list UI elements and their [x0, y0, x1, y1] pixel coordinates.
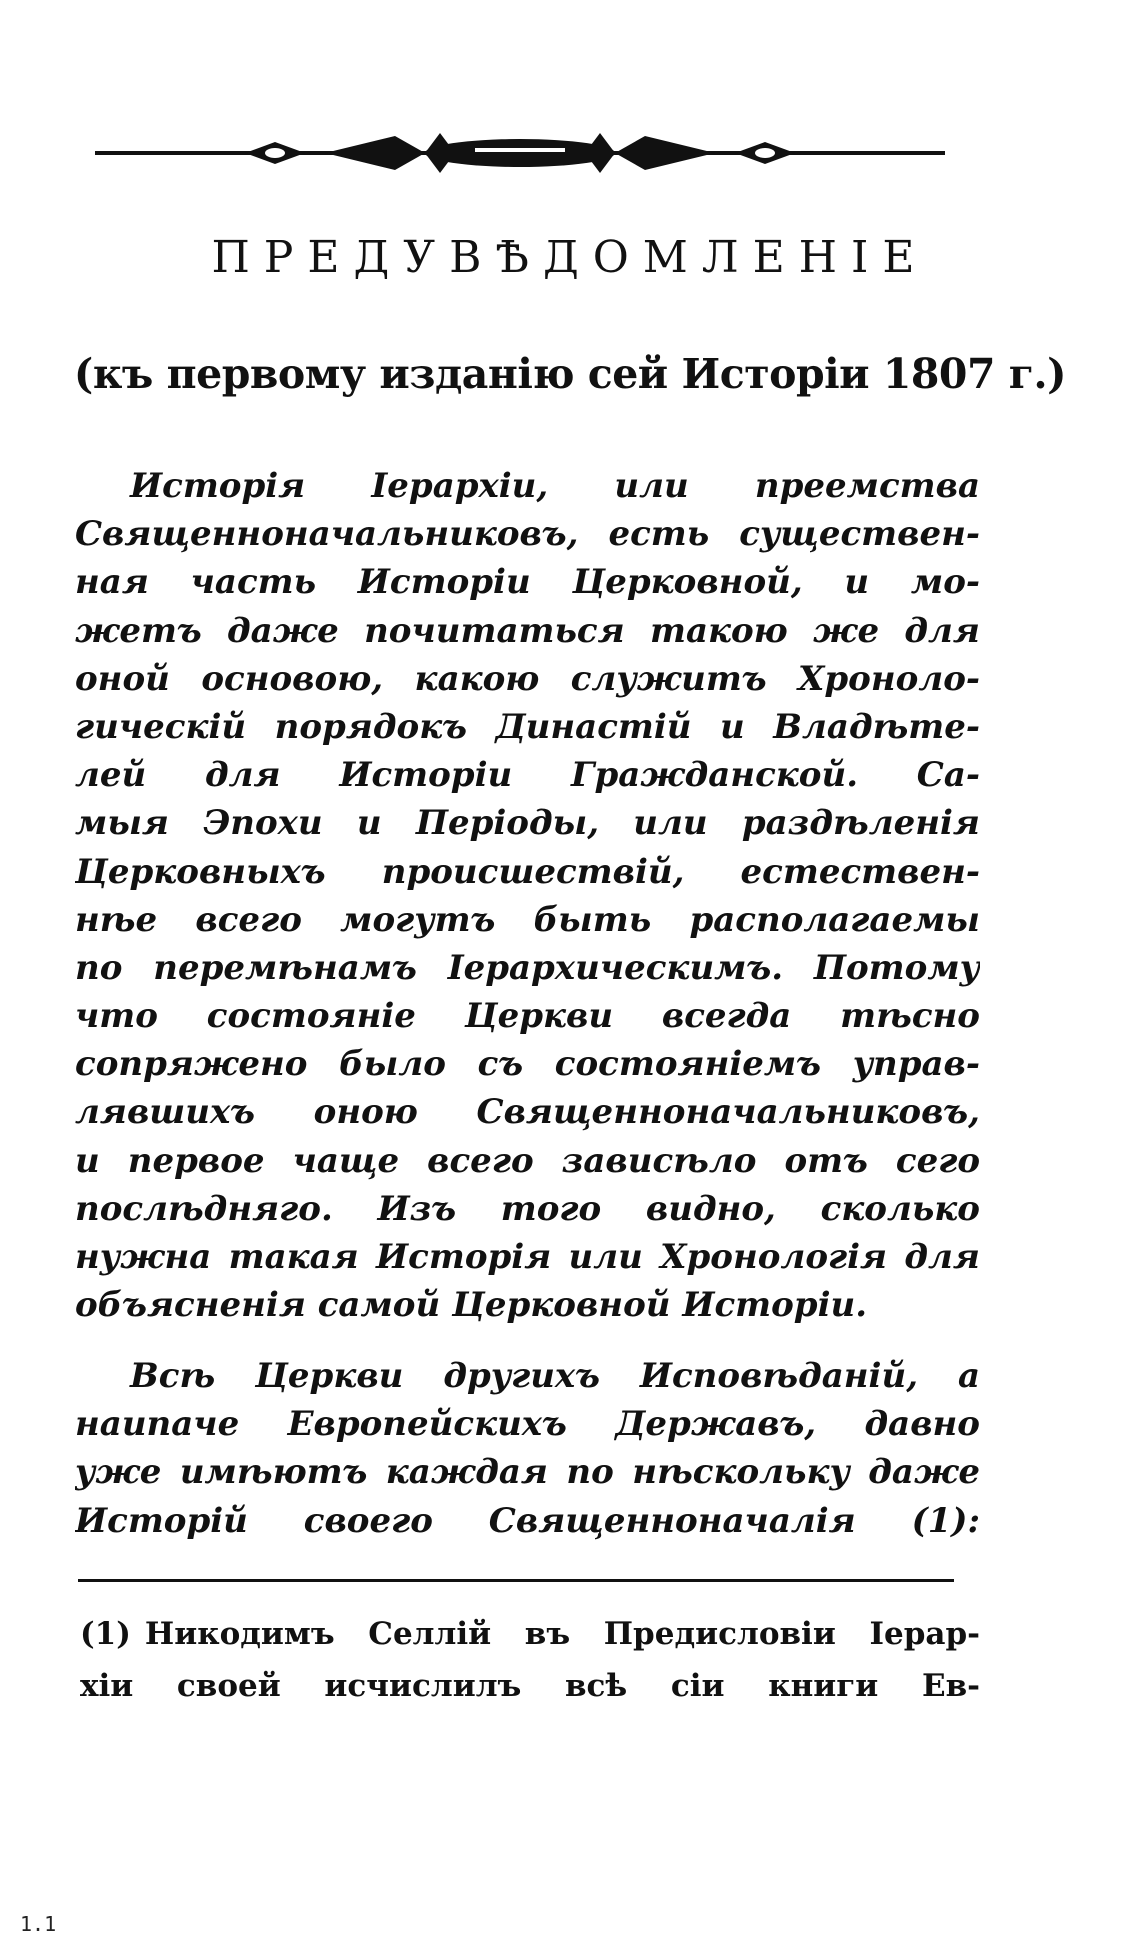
text-line: Всѣ Церкви другихъ Исповѣданій, а — [130, 1356, 980, 1396]
text-line: наипаче Европейскихъ Державъ, давно — [75, 1404, 980, 1445]
footnote-text: Никодимъ Селлій въ Предисловіи Іерар- — [144, 1616, 980, 1652]
text-line: жетъ даже почитаться такою же для — [75, 610, 980, 651]
text-line: что состояніе Церкви всегда тѣсно — [75, 996, 980, 1037]
text-line: послѣдняго. Изъ того видно, сколько — [75, 1188, 980, 1229]
text-line: нѣе всего могутъ быть располагаемы — [75, 899, 980, 940]
text-line: ная часть Исторіи Церковной, и мо- — [75, 562, 980, 603]
text-line: Исторій своего Священноначалія (1): — [75, 1500, 980, 1541]
paragraph-1 — [75, 462, 980, 1329]
text-line: и первое чаще всего зависѣло отъ сего — [75, 1140, 980, 1181]
text-line: объясненія самой Церковной Исторіи. — [75, 1285, 868, 1326]
text-line: оной основою, какою служитъ Хроноло- — [75, 658, 980, 699]
paragraph-2 — [75, 1352, 980, 1545]
footnote — [80, 1608, 980, 1712]
ornament-divider — [95, 128, 945, 178]
text-line: по перемѣнамъ Іерархическимъ. Потому — [75, 947, 980, 988]
footnote-line — [80, 1608, 980, 1660]
text-line: Церковныхъ происшествій, естествен- — [75, 851, 980, 892]
text-line: лей для Исторіи Гражданской. Са- — [75, 755, 980, 796]
text-line: сопряжено было съ состояніемъ управ- — [75, 1044, 980, 1085]
text-line: Священноначальниковъ, есть существен- — [75, 514, 980, 555]
text-line: нужна такая Исторія или Хронологія для — [75, 1237, 980, 1277]
footnote-mark: (1) — [80, 1616, 131, 1652]
page-title: ПРЕДУВѢДОМЛЕНІЕ — [211, 232, 929, 283]
text-line: гическій порядокъ Династій и Владѣте- — [75, 706, 980, 747]
text-line: лявшихъ оною Священноначальниковъ, — [75, 1092, 980, 1133]
page-subtitle: (къ первому изданію сей Исторіи 1807 г.) — [73, 350, 1067, 398]
text-line: уже имѣютъ каждая по нѣскольку даже — [75, 1452, 980, 1493]
footnote-divider — [78, 1579, 954, 1582]
text-line: мыя Эпохи и Періоды, или раздѣленія — [75, 803, 980, 844]
text-line: Исторія Іерархіи, или преемства — [130, 466, 980, 506]
margin-mark: 1.1 — [20, 1912, 57, 1936]
footnote-line: хіи своей исчислилъ всѣ сіи книги Ев- — [80, 1668, 980, 1704]
